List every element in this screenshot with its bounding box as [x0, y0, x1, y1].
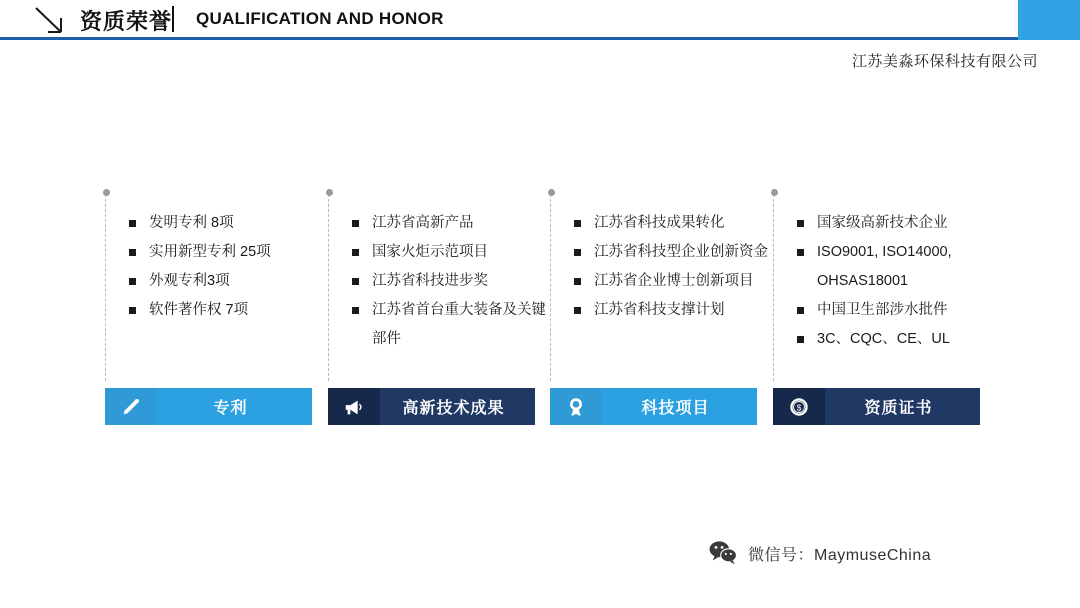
- page-title-en: QUALIFICATION AND HONOR: [196, 9, 444, 28]
- column-divider: [328, 189, 330, 381]
- company-name: 江苏美淼环保科技有限公司: [851, 53, 1038, 70]
- square-bullet-icon: [574, 307, 581, 314]
- category-bar-patents[interactable]: [105, 388, 312, 425]
- list-item-label: 国家火炬示范项目: [372, 244, 488, 260]
- certificate-seal-icon: [773, 388, 825, 425]
- column-divider: [550, 189, 552, 381]
- square-bullet-icon: [352, 249, 359, 256]
- column-item-list: [795, 209, 995, 354]
- column-dot-icon: [103, 189, 110, 196]
- list-item-label: 软件著作权 7项: [149, 302, 249, 318]
- list-item: [572, 238, 772, 267]
- category-bar-tech-projects[interactable]: [550, 388, 757, 425]
- list-item-label: 国家级高新技术企业: [817, 215, 948, 231]
- list-item: [127, 238, 327, 267]
- square-bullet-icon: [352, 307, 359, 314]
- column-dot-icon: [548, 189, 555, 196]
- square-bullet-icon: [352, 278, 359, 285]
- list-item-label: 江苏省科技成果转化: [594, 215, 725, 231]
- arrow-mark-icon: [34, 6, 64, 34]
- title-divider: [172, 6, 174, 32]
- list-item: [795, 238, 995, 296]
- square-bullet-icon: [129, 220, 136, 227]
- list-item-label: 实用新型专利 25项: [149, 244, 271, 260]
- list-item-label: 江苏省高新产品: [372, 215, 474, 231]
- square-bullet-icon: [797, 220, 804, 227]
- megaphone-icon: [328, 388, 380, 425]
- column-dot-icon: [326, 189, 333, 196]
- column-item-list: [350, 209, 550, 354]
- category-label: 高新技术成果: [402, 400, 505, 417]
- list-item: [795, 296, 995, 325]
- square-bullet-icon: [797, 307, 804, 314]
- list-item-label: 江苏省首台重大装备及关键部件: [372, 302, 546, 347]
- list-item: [350, 238, 550, 267]
- list-item: [795, 325, 995, 354]
- column-item-list: [572, 209, 772, 325]
- wechat-icon: [708, 540, 738, 566]
- column-item-list: [127, 209, 327, 325]
- qualification-columns: [0, 185, 1080, 430]
- award-ribbon-icon: [550, 388, 602, 425]
- list-item-label: 江苏省科技支撑计划: [594, 302, 725, 318]
- category-label: 专利: [213, 400, 248, 417]
- page-title: 资质荣誉: [80, 9, 173, 34]
- list-item: [127, 267, 327, 296]
- category-bar-certificates[interactable]: [773, 388, 980, 425]
- page-header: [0, 0, 1080, 40]
- list-item-label: ISO9001, ISO14000, OHSAS18001: [817, 244, 952, 289]
- footer-watermark: [708, 540, 931, 566]
- list-item: [572, 209, 772, 238]
- header-accent-block: [1018, 0, 1080, 40]
- square-bullet-icon: [574, 220, 581, 227]
- list-item: [572, 267, 772, 296]
- square-bullet-icon: [574, 249, 581, 256]
- patent-pen-icon: [105, 388, 157, 425]
- square-bullet-icon: [129, 307, 136, 314]
- category-bar-hightech-results[interactable]: [328, 388, 535, 425]
- list-item-label: 3C、CQC、CE、UL: [817, 331, 950, 347]
- square-bullet-icon: [129, 278, 136, 285]
- list-item: [350, 209, 550, 238]
- list-item-label: 中国卫生部涉水批件: [817, 302, 948, 318]
- header-underline: [0, 37, 1018, 40]
- list-item-label: 发明专利 8项: [149, 215, 234, 231]
- list-item-label: 江苏省企业博士创新项目: [594, 273, 754, 289]
- list-item-label: 江苏省科技型企业创新资金: [594, 244, 768, 260]
- square-bullet-icon: [574, 278, 581, 285]
- list-item: [795, 209, 995, 238]
- list-item: [572, 296, 772, 325]
- svg-text:$: $: [796, 403, 802, 413]
- square-bullet-icon: [797, 336, 804, 343]
- square-bullet-icon: [352, 220, 359, 227]
- column-dot-icon: [771, 189, 778, 196]
- list-item: [127, 296, 327, 325]
- list-item: [350, 267, 550, 296]
- square-bullet-icon: [797, 249, 804, 256]
- category-label: 科技项目: [641, 400, 710, 417]
- footer-text: 微信号：MaymuseChina: [748, 546, 932, 564]
- category-label: 资质证书: [864, 400, 933, 417]
- list-item-label: 外观专利3项: [149, 273, 230, 289]
- column-divider: [773, 189, 775, 381]
- square-bullet-icon: [129, 249, 136, 256]
- list-item: [127, 209, 327, 238]
- list-item: [350, 296, 550, 354]
- list-item-label: 江苏省科技进步奖: [372, 273, 488, 289]
- column-divider: [105, 189, 107, 381]
